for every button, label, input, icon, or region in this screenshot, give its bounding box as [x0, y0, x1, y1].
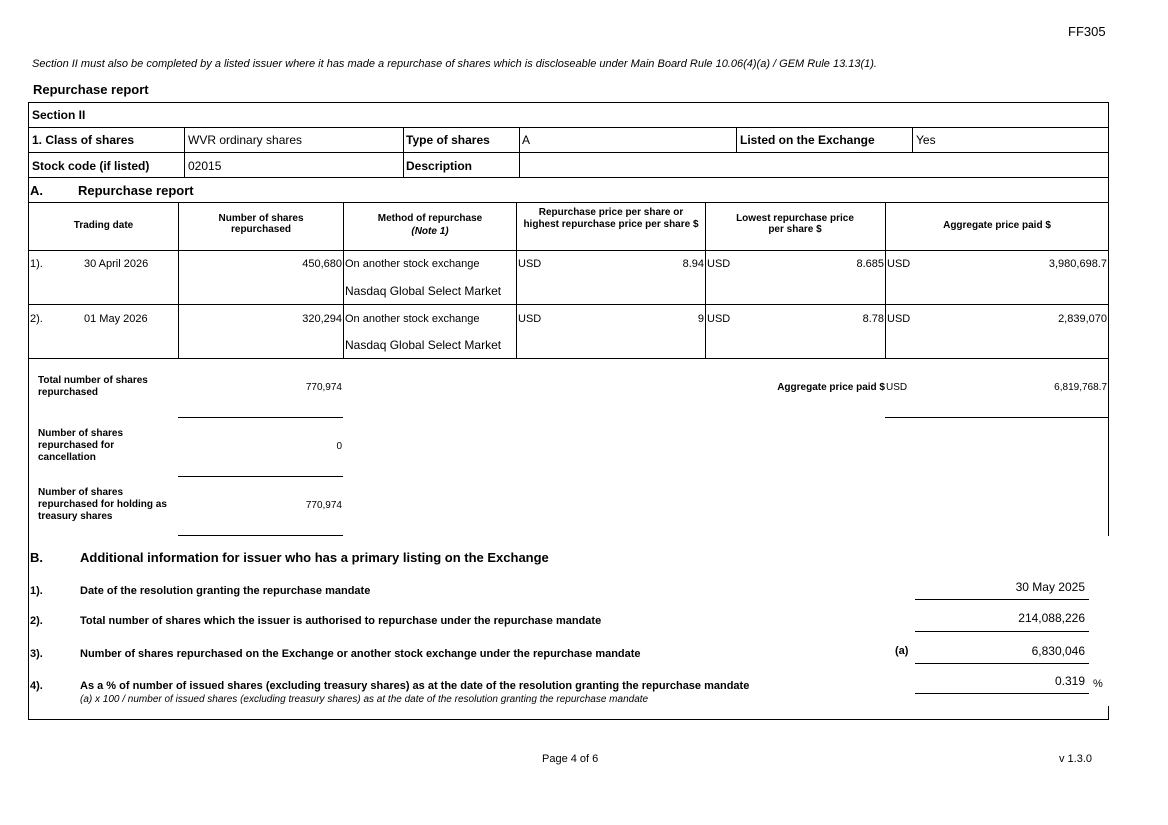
col-trading-date: Trading date [73, 220, 134, 231]
rule [28, 152, 1109, 153]
b3-marker: (a) [895, 645, 909, 657]
rule [885, 417, 1109, 418]
stock-code-label: Stock code (if listed) [32, 159, 150, 173]
rule [178, 535, 343, 536]
col-method-note: (Note 1) [411, 226, 449, 237]
cancellation-label: Number of shares repurchased for cancellation [38, 428, 124, 463]
frame-bottom [28, 719, 1109, 720]
rule [736, 127, 737, 153]
listed-label: Listed on the Exchange [740, 133, 875, 147]
row2-price: 9 [697, 313, 704, 325]
row2-price-currency: USD [518, 313, 542, 325]
row2-market: Nasdaq Global Select Market [345, 338, 502, 352]
page-number: Page 4 of 6 [542, 753, 599, 765]
row1-low-currency: USD [707, 258, 731, 270]
frame-left [28, 102, 29, 719]
b1-value: 30 May 2025 [1015, 580, 1085, 594]
row2-agg-currency: USD [887, 313, 911, 325]
part-b-letter: B. [30, 550, 43, 565]
rule [28, 250, 1109, 251]
b2-index: 2). [30, 615, 43, 627]
type-label: Type of shares [406, 133, 490, 147]
form-code: FF305 [1068, 24, 1106, 39]
row1-index: 1). [30, 258, 43, 270]
type-value: A [522, 133, 531, 147]
rule [28, 202, 1109, 203]
total-shares-value: 770,974 [305, 382, 342, 393]
rule [912, 127, 913, 153]
rule [178, 417, 343, 418]
col-aggregate-price: Aggregate price paid $ [943, 220, 1051, 231]
treasury-value: 770,974 [305, 500, 342, 511]
rule [178, 202, 179, 358]
rule [28, 304, 1109, 305]
frame-right-lower [1108, 706, 1109, 719]
b2-label: Total number of shares which the issuer is authorised to repurchase under the repurchase mandate [80, 615, 602, 627]
b3-value: 6,830,046 [1031, 644, 1085, 658]
b3-label: Number of shares repurchased on the Exchange or another stock exchange under the repurchase mandate [80, 648, 641, 660]
b2-value: 214,088,226 [1018, 611, 1085, 625]
total-aggregate-value: 6,819,768.7 [1054, 382, 1107, 393]
b1-label: Date of the resolution granting the repurchase mandate [80, 585, 371, 597]
row2-low: 8.78 [862, 313, 884, 325]
row1-shares: 450,680 [302, 258, 342, 270]
row2-index: 2). [30, 313, 43, 325]
total-shares-label: Total number of shares repurchased [38, 375, 148, 398]
class-value: WVR ordinary shares [188, 133, 303, 147]
row1-agg-currency: USD [887, 258, 911, 270]
intro-note: Section II must also be completed by a listed issuer where it has made a repurchase of shares which is discloseable under Main Board Rule 10.06(4)(a) / GEM Rule 13.13(1). [32, 58, 877, 70]
class-label: 1. Class of shares [32, 133, 135, 147]
rule [28, 358, 1109, 359]
b4-unit: % [1093, 678, 1103, 690]
row1-market: Nasdaq Global Select Market [345, 284, 502, 298]
section-title: Section II [32, 108, 86, 122]
row1-aggregate: 3,980,698.7 [1048, 258, 1107, 270]
col-shares-repurchased: Number of shares repurchased [218, 213, 304, 235]
b4-index: 4). [30, 680, 43, 692]
rule [915, 631, 1089, 632]
row2-date: 01 May 2026 [84, 313, 148, 325]
rule [516, 202, 517, 358]
row2-aggregate: 2,839,070 [1058, 313, 1107, 325]
part-a-title: Repurchase report [78, 183, 194, 198]
frame-top [28, 102, 1109, 103]
row1-low: 8.685 [856, 258, 884, 270]
b4-label: As a % of number of issued shares (excluding treasury shares) as at the date of the resolution granting the repurchase mandate [80, 680, 750, 692]
b1-index: 1). [30, 585, 43, 597]
row1-price: 8.94 [682, 258, 704, 270]
col-lowest-price: Lowest repurchase price per share $ [736, 213, 854, 235]
frame-right-upper [1108, 102, 1109, 536]
rule [705, 202, 706, 358]
treasury-label: Number of shares repurchased for holding as treasury shares [38, 487, 167, 522]
b3-index: 3). [30, 648, 43, 660]
col-repurchase-price: Repurchase price per share or highest repurchase price per share $ [523, 207, 699, 230]
report-title: Repurchase report [33, 82, 149, 97]
part-a-letter: A. [30, 183, 43, 198]
rule [178, 476, 343, 477]
cancellation-value: 0 [336, 441, 342, 452]
rule [915, 599, 1089, 600]
version: v 1.3.0 [1059, 753, 1093, 765]
total-aggregate-currency: USD [886, 382, 908, 393]
rule [28, 127, 1109, 128]
rule [28, 177, 1109, 178]
row2-method: On another stock exchange [345, 313, 480, 325]
part-b-title: Additional information for issuer who has a primary listing on the Exchange [80, 550, 549, 565]
row1-date: 30 April 2026 [84, 258, 149, 270]
row2-low-currency: USD [707, 313, 731, 325]
row1-price-currency: USD [518, 258, 542, 270]
rule [915, 693, 1089, 694]
total-aggregate-label: Aggregate price paid $ [777, 382, 885, 393]
listed-value: Yes [916, 133, 936, 147]
b4-sublabel: (a) x 100 / number of issued shares (excluding treasury shares) as at the date of the resolution granting the repurchase mandate [80, 694, 649, 705]
row1-method: On another stock exchange [345, 258, 480, 270]
col-method: Method of repurchase [377, 213, 483, 224]
stock-code-value: 02015 [188, 159, 222, 173]
rule [915, 663, 1089, 664]
b4-value: 0.319 [1054, 674, 1085, 688]
description-label: Description [406, 159, 473, 173]
row2-shares: 320,294 [302, 313, 342, 325]
